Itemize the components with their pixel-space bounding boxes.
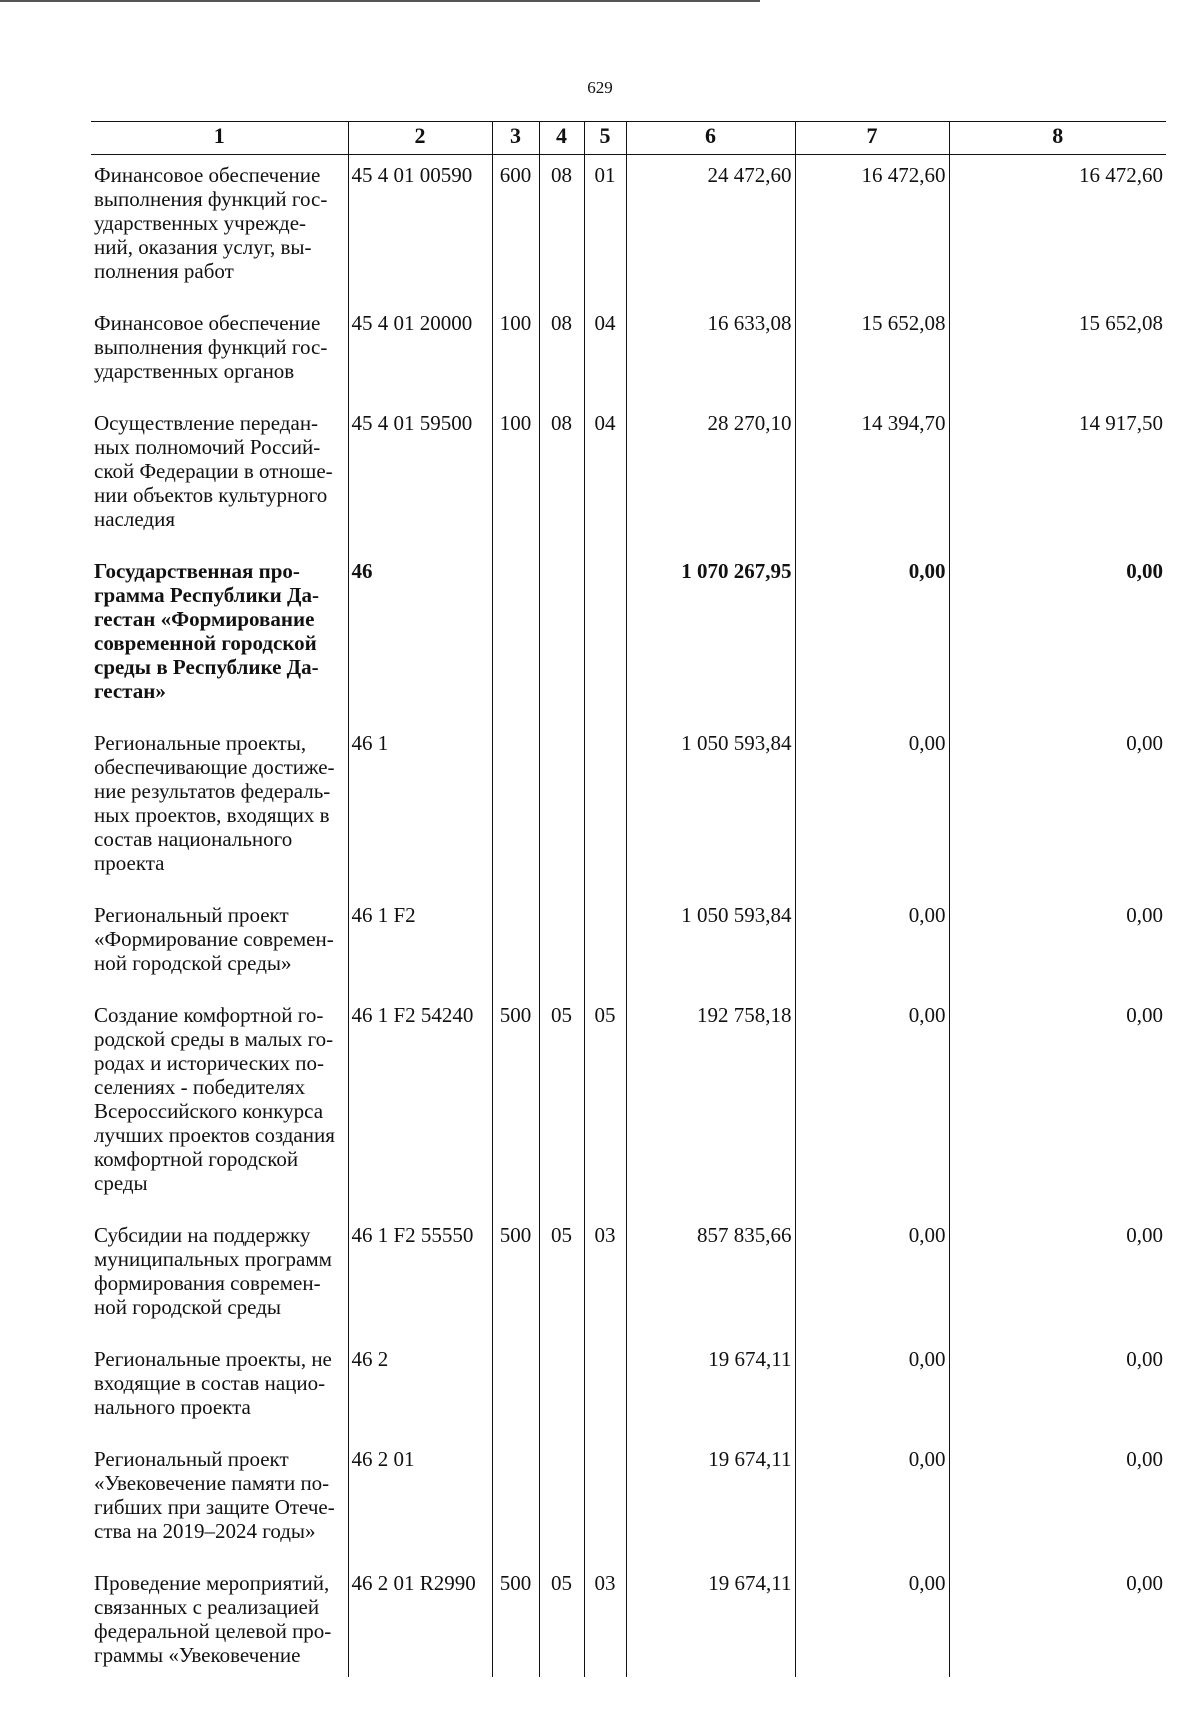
row-col3-cell xyxy=(492,1339,539,1439)
table-row xyxy=(91,1439,1166,1563)
row-col8-value: 15 652,08 xyxy=(949,303,1166,403)
table-row xyxy=(91,155,1166,304)
header-cell-4: 4 xyxy=(539,122,584,155)
row-col8-value: 0,00 xyxy=(949,995,1166,1215)
table-row xyxy=(91,995,1166,1215)
row-code-cell: 45 4 01 59500 xyxy=(348,403,492,551)
page-number: 629 xyxy=(587,78,613,97)
row-name-cell: Создание комфортной го-родской среды в малых го-родах и исторических по-селениях - победителях Всероссийского конкурса лучших проектов создания комфортной городской среды xyxy=(91,995,348,1215)
table-row xyxy=(91,1563,1166,1677)
header-cell-6: 6 xyxy=(626,122,795,155)
row-col3-cell: 500 xyxy=(492,1563,539,1677)
row-col3-cell: 100 xyxy=(492,403,539,551)
row-col6-value: 19 674,11 xyxy=(626,1339,795,1439)
table-row xyxy=(91,551,1166,723)
table-row xyxy=(91,723,1166,895)
row-col4-cell xyxy=(539,1439,584,1563)
row-col4-cell xyxy=(539,895,584,995)
row-col5-cell: 04 xyxy=(584,303,626,403)
row-col8-value: 0,00 xyxy=(949,723,1166,895)
row-code-cell: 46 1 F2 54240 xyxy=(348,995,492,1215)
row-code-cell: 46 2 01 xyxy=(348,1439,492,1563)
row-col5-cell: 03 xyxy=(584,1563,626,1677)
row-col6-value: 1 070 267,95 xyxy=(626,551,795,723)
row-col5-cell xyxy=(584,1339,626,1439)
row-col3-cell: 500 xyxy=(492,1215,539,1339)
row-code-cell: 46 xyxy=(348,551,492,723)
row-col4-cell: 08 xyxy=(539,303,584,403)
header-cell-7: 7 xyxy=(795,122,949,155)
table-row xyxy=(91,303,1166,403)
row-col7-value: 14 394,70 xyxy=(795,403,949,551)
row-col7-value: 15 652,08 xyxy=(795,303,949,403)
row-name-cell: Финансовое обеспечение выполнения функций гос-ударственных органов xyxy=(91,303,348,403)
row-col7-value: 0,00 xyxy=(795,1439,949,1563)
row-col7-value: 0,00 xyxy=(795,1563,949,1677)
header-cell-3: 3 xyxy=(492,122,539,155)
row-col6-value: 1 050 593,84 xyxy=(626,895,795,995)
row-code-cell: 46 2 xyxy=(348,1339,492,1439)
row-col3-cell: 600 xyxy=(492,155,539,304)
row-name-cell: Региональный проект «Формирование современ-ной городской среды» xyxy=(91,895,348,995)
row-code-cell: 46 1 F2 55550 xyxy=(348,1215,492,1339)
row-col4-cell: 05 xyxy=(539,1215,584,1339)
row-col6-value: 192 758,18 xyxy=(626,995,795,1215)
row-col5-cell: 01 xyxy=(584,155,626,304)
table-body xyxy=(91,155,1166,1678)
row-col8-value: 16 472,60 xyxy=(949,155,1166,304)
row-col8-value: 0,00 xyxy=(949,1439,1166,1563)
row-name-cell: Региональные проекты, обеспечивающие достиже-ние результатов федераль-ных проектов, входящих в состав национального проекта xyxy=(91,723,348,895)
row-col7-value: 0,00 xyxy=(795,895,949,995)
row-col4-cell: 08 xyxy=(539,155,584,304)
row-col8-value: 0,00 xyxy=(949,1339,1166,1439)
row-col7-value: 0,00 xyxy=(795,723,949,895)
row-col5-cell xyxy=(584,895,626,995)
row-col5-cell xyxy=(584,551,626,723)
table-row xyxy=(91,1339,1166,1439)
row-col3-cell xyxy=(492,723,539,895)
row-name-cell: Финансовое обеспечение выполнения функций гос-ударственных учрежде-ний, оказания услуг, вы-полнения работ xyxy=(91,155,348,304)
table-row xyxy=(91,895,1166,995)
row-col8-value: 0,00 xyxy=(949,551,1166,723)
row-col5-cell xyxy=(584,723,626,895)
table-row xyxy=(91,403,1166,551)
row-code-cell: 46 2 01 R2990 xyxy=(348,1563,492,1677)
row-col7-value: 0,00 xyxy=(795,1215,949,1339)
scan-top-edge-line xyxy=(0,0,760,2)
row-col4-cell xyxy=(539,1339,584,1439)
header-cell-5: 5 xyxy=(584,122,626,155)
row-col6-value: 16 633,08 xyxy=(626,303,795,403)
row-col6-value: 857 835,66 xyxy=(626,1215,795,1339)
row-col7-value: 0,00 xyxy=(795,551,949,723)
row-col5-cell xyxy=(584,1439,626,1563)
row-col5-cell: 03 xyxy=(584,1215,626,1339)
row-col6-value: 28 270,10 xyxy=(626,403,795,551)
row-col6-value: 1 050 593,84 xyxy=(626,723,795,895)
row-col7-value: 0,00 xyxy=(795,1339,949,1439)
row-col3-cell: 500 xyxy=(492,995,539,1215)
row-col3-cell xyxy=(492,551,539,723)
row-code-cell: 46 1 xyxy=(348,723,492,895)
row-col5-cell: 04 xyxy=(584,403,626,551)
row-col8-value: 0,00 xyxy=(949,895,1166,995)
row-col6-value: 24 472,60 xyxy=(626,155,795,304)
row-col4-cell: 05 xyxy=(539,1563,584,1677)
header-cell-1: 1 xyxy=(91,122,348,155)
row-name-cell: Региональный проект «Увековечение памяти по-гибших при защите Отече-ства на 2019–2024 годы» xyxy=(91,1439,348,1563)
row-code-cell: 45 4 01 00590 xyxy=(348,155,492,304)
row-col8-value: 0,00 xyxy=(949,1215,1166,1339)
row-col7-value: 16 472,60 xyxy=(795,155,949,304)
row-code-cell: 46 1 F2 xyxy=(348,895,492,995)
header-cell-8: 8 xyxy=(949,122,1166,155)
row-col3-cell: 100 xyxy=(492,303,539,403)
row-col4-cell xyxy=(539,723,584,895)
header-row xyxy=(91,122,1166,155)
row-col7-value: 0,00 xyxy=(795,995,949,1215)
table-row xyxy=(91,1215,1166,1339)
budget-table xyxy=(91,121,1166,1677)
row-name-cell: Осуществление передан-ных полномочий Россий-ской Федерации в отноше-нии объектов культурного наследия xyxy=(91,403,348,551)
row-code-cell: 45 4 01 20000 xyxy=(348,303,492,403)
header-cell-2: 2 xyxy=(348,122,492,155)
row-name-cell: Субсидии на поддержку муниципальных программ формирования современ-ной городской среды xyxy=(91,1215,348,1339)
row-col6-value: 19 674,11 xyxy=(626,1439,795,1563)
row-col5-cell: 05 xyxy=(584,995,626,1215)
row-col4-cell: 05 xyxy=(539,995,584,1215)
row-col6-value: 19 674,11 xyxy=(626,1563,795,1677)
row-col3-cell xyxy=(492,1439,539,1563)
row-name-cell: Проведение мероприятий, связанных с реализацией федеральной целевой про-граммы «Увековечение xyxy=(91,1563,348,1677)
row-col4-cell xyxy=(539,551,584,723)
row-col3-cell xyxy=(492,895,539,995)
row-name-cell: Государственная про-грамма Республики Да-гестан «Формирование современной городской среды в Республике Да-гестан» xyxy=(91,551,348,723)
row-col8-value: 14 917,50 xyxy=(949,403,1166,551)
row-col8-value: 0,00 xyxy=(949,1563,1166,1677)
row-col4-cell: 08 xyxy=(539,403,584,551)
row-name-cell: Региональные проекты, не входящие в состав нацио-нального проекта xyxy=(91,1339,348,1439)
